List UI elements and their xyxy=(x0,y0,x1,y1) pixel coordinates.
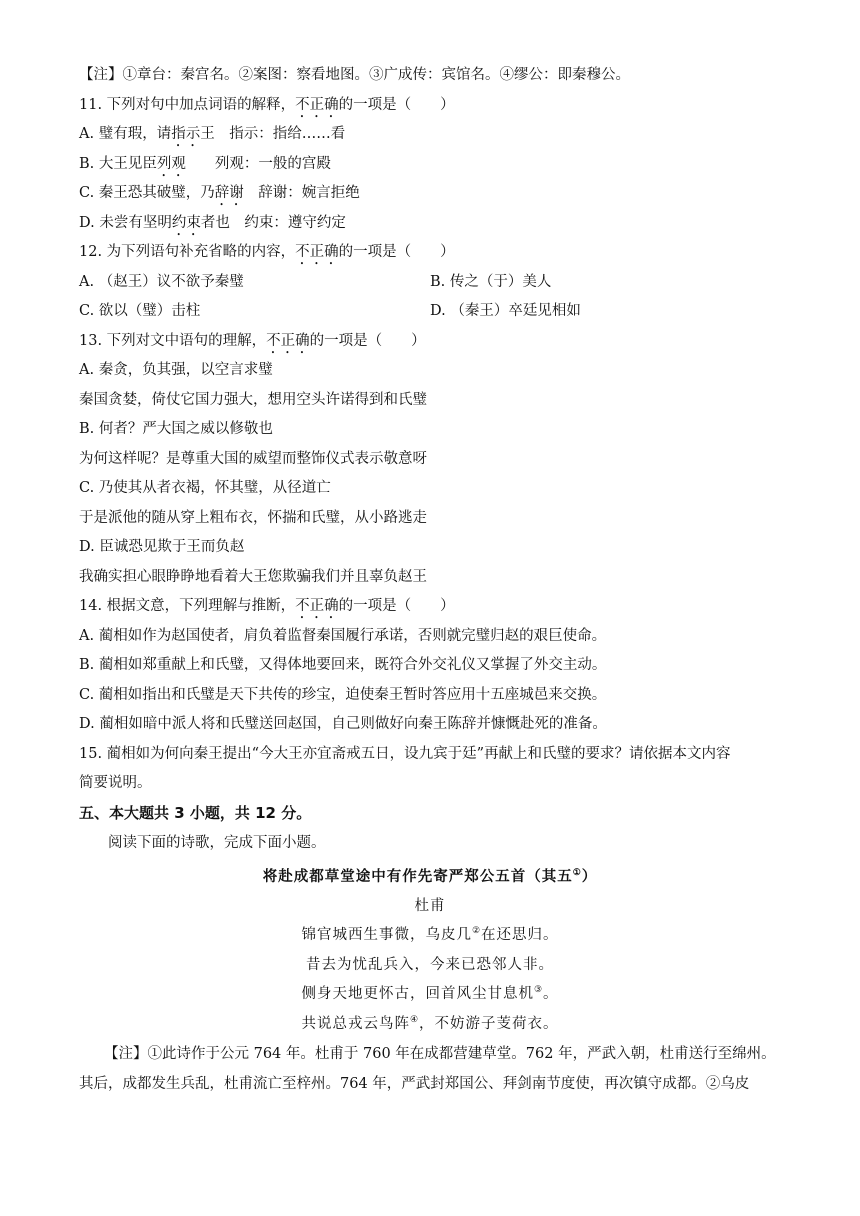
question-14-option-c: C. 蔺相如指出和氏璧是天下共传的珍宝，迫使秦王暂时答应用十五座城邑来交换。 xyxy=(79,687,607,703)
option-text: 者也 约束：遵守约定 xyxy=(200,215,346,231)
question-13-option-d-explanation: 我确实担心眼睁睁地看着大王您欺骗我们并且辜负赵王 xyxy=(79,569,427,585)
option-text: D. 未尝有坚明 xyxy=(79,215,172,231)
poem-line-4 xyxy=(0,1014,860,1034)
option-text: 王 指示：指给……看 xyxy=(200,126,346,142)
option-text: 辞谢：婉言拒绝 xyxy=(243,185,360,201)
emphasis-text: 不正确 xyxy=(266,333,310,349)
emphasis-text: 辞谢 xyxy=(214,185,244,201)
question-13-option-c-explanation: 于是派他的随从穿上粗布衣，怀揣和氏璧，从小路逃走 xyxy=(79,510,427,526)
question-13-option-a: A. 秦贪，负其强，以空言求璧 xyxy=(79,362,273,378)
footnote-marker: ④ xyxy=(409,1015,420,1026)
question-13-option-d: D. 臣诚恐见欺于王而负赵 xyxy=(79,539,245,555)
stem-text: 14. 根据文意，下列理解与推断， xyxy=(79,598,296,614)
poem-note-line1: 【注】①此诗作于公元 764 年。杜甫于 760 年在成都营建草堂。762 年，严武入朝，杜甫送行至绵州。 xyxy=(104,1046,776,1062)
option-text: A. 璧有瑕，请 xyxy=(79,126,172,142)
poem-text: ，不妨游子芰荷衣。 xyxy=(419,1016,559,1032)
option-text: 列观：一般的宫殿 xyxy=(185,156,331,172)
question-14-option-b: B. 蔺相如郑重献上和氏璧，又得体地要回来，既符合外交礼仪又掌握了外交主动。 xyxy=(79,657,607,673)
poem-text: 。 xyxy=(543,986,559,1002)
question-15-line2: 简要说明。 xyxy=(79,775,152,791)
poem-title-text: 将赴成都草堂途中有作先寄严郑公五首（其五 xyxy=(262,868,573,885)
question-13-option-b-explanation: 为何这样呢？是尊重大国的威望而整饰仪式表示敬意呀 xyxy=(79,451,427,467)
stem-text: 的一项是（ ） xyxy=(309,333,426,349)
stem-text: 的一项是（ ） xyxy=(338,97,455,113)
question-14-option-a: A. 蔺相如作为赵国使者，肩负着监督秦国履行承诺，否则就完璧归赵的艰巨使命。 xyxy=(79,628,607,644)
footnote-marker: ③ xyxy=(533,985,544,996)
footnote-marker: ① xyxy=(572,868,582,879)
question-11-stem xyxy=(79,95,455,121)
option-text: C. 秦王恐其破璧，乃 xyxy=(79,185,215,201)
emphasis-text: 列观 xyxy=(156,156,186,172)
poem-text: 锦官城西生事微，乌皮几 xyxy=(301,927,472,943)
question-12-option-d: D. （秦王）卒廷见相如 xyxy=(430,303,581,319)
emphasis-text: 不正确 xyxy=(295,244,339,260)
question-12-option-c: C. 欲以（璧）击柱 xyxy=(79,303,201,319)
stem-text: 的一项是（ ） xyxy=(338,244,455,260)
question-14-option-d: D. 蔺相如暗中派人将和氏璧送回赵国，自己则做好向秦王陈辞并慷慨赴死的准备。 xyxy=(79,716,607,732)
section-heading: 五、本大题共 3 小题，共 12 分。 xyxy=(79,804,312,822)
poem-author: 杜甫 xyxy=(414,898,446,914)
question-12-stem xyxy=(79,242,455,268)
poem-line-2: 昔去为忧乱兵入，今来已恐邻人非。 xyxy=(306,957,554,973)
note-annotation: 【注】①章台：秦宫名。②案图：察看地图。③广成传：宾馆名。④缪公：即秦穆公。 xyxy=(79,67,630,83)
question-12-option-a: A. （赵王）议不欲予秦璧 xyxy=(79,274,244,290)
stem-text: 11. 下列对句中加点词语的解释， xyxy=(79,97,296,113)
emphasis-text: 指示 xyxy=(171,126,201,142)
poem-text: 侧身天地更怀古，回首风尘甘息机 xyxy=(301,986,534,1002)
poem-line-3 xyxy=(0,984,860,1004)
question-15-line1: 15. 蔺相如为何向秦王提出“今大王亦宜斋戒五日，设九宾于廷”再献上和氏璧的要求？请依据本文内容 xyxy=(79,746,731,762)
poem-text: 共说总戎云鸟阵 xyxy=(301,1016,410,1032)
poem-title-text: ） xyxy=(581,868,598,885)
poem-title xyxy=(0,867,860,887)
stem-text: 12. 为下列语句补充省略的内容， xyxy=(79,244,296,260)
stem-text: 13. 下列对文中语句的理解， xyxy=(79,333,267,349)
question-14-stem xyxy=(79,596,455,622)
emphasis-text: 不正确 xyxy=(295,97,339,113)
question-13-option-c: C. 乃使其从者衣褐，怀其璧，从径道亡 xyxy=(79,480,331,496)
question-12-option-b: B. 传之（于）美人 xyxy=(430,274,552,290)
poem-line-1 xyxy=(0,925,860,945)
question-11-option-b xyxy=(79,154,331,180)
emphasis-text: 约束 xyxy=(171,215,201,231)
poem-note-line2: 其后，成都发生兵乱，杜甫流亡至梓州。764 年，严武封郑国公、拜剑南节度使，再次镇守成都。②乌皮 xyxy=(79,1076,750,1092)
question-13-stem xyxy=(79,331,426,357)
poem-text: 在还思归。 xyxy=(481,927,559,943)
reading-instruction: 阅读下面的诗歌，完成下面小题。 xyxy=(108,835,326,851)
footnote-marker: ② xyxy=(471,926,482,937)
question-13-option-b: B. 何者？严大国之威以修敬也 xyxy=(79,421,273,437)
question-11-option-d xyxy=(79,213,346,239)
option-text: B. 大王见臣 xyxy=(79,156,157,172)
emphasis-text: 不正确 xyxy=(295,598,339,614)
question-13-option-a-explanation: 秦国贪婪，倚仗它国力强大，想用空头许诺得到和氏璧 xyxy=(79,392,427,408)
stem-text: 的一项是（ ） xyxy=(338,598,455,614)
question-11-option-a xyxy=(79,124,345,150)
question-11-option-c xyxy=(79,183,360,209)
